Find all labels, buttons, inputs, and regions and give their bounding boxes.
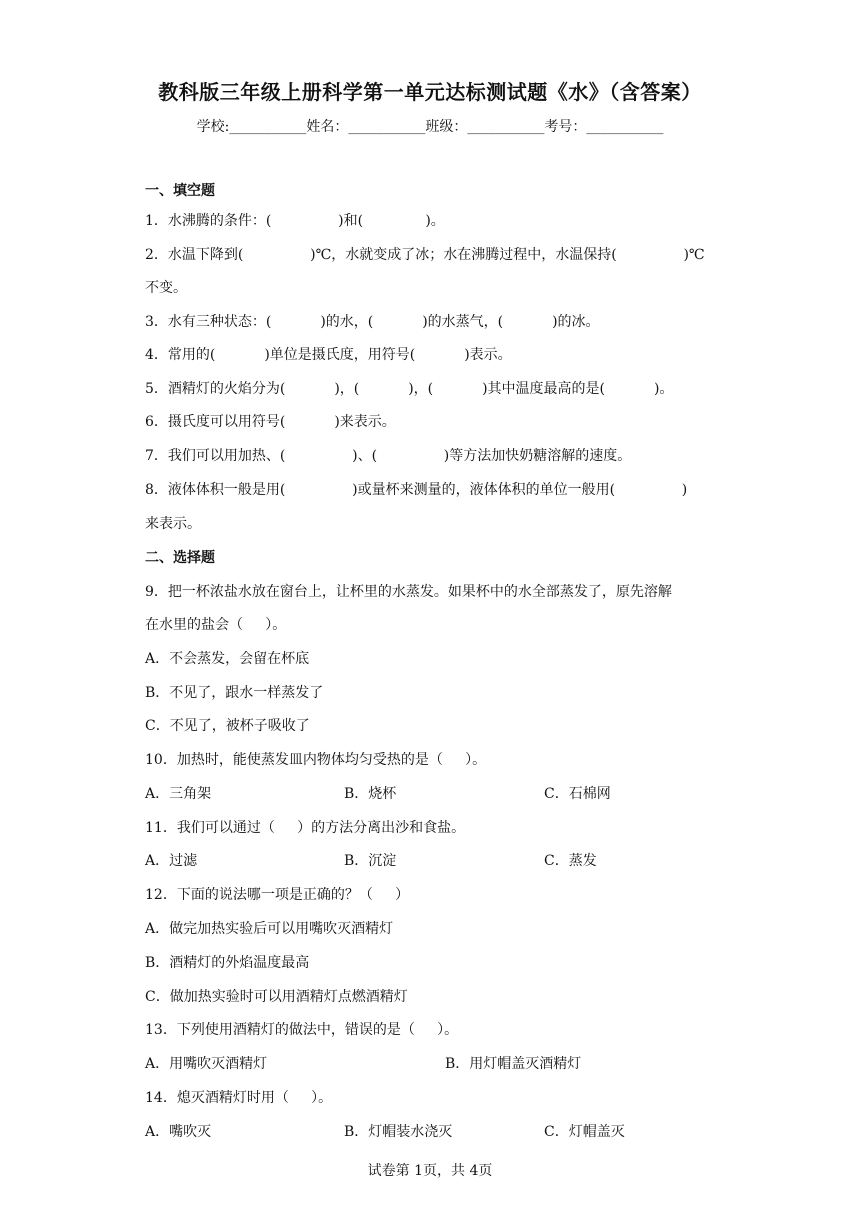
- question-10-option-c: C．石棉网: [544, 786, 611, 802]
- question-1: 1．水沸腾的条件：( )和( )。: [145, 213, 445, 229]
- section-heading-fill-in: 一、填空题: [145, 183, 215, 199]
- question-5: 5．酒精灯的火焰分为( )，( )，( )其中温度最高的是( )。: [145, 381, 674, 397]
- question-9-option-c: C．不见了，被杯子吸收了: [145, 718, 310, 734]
- page-footer: 试卷第 1页，共 4页: [367, 1163, 493, 1179]
- question-11-option-c: C．蒸发: [544, 853, 597, 869]
- question-13-option-b: B．用灯帽盖灭酒精灯: [445, 1056, 582, 1072]
- question-12-option-b: B．酒精灯的外焰温度最高: [145, 955, 310, 971]
- question-10: 10．加热时，能使蒸发皿内物体均匀受热的是（ ）。: [145, 752, 487, 768]
- student-info-line: 学校:___________姓名：___________班级：___________考号：___________: [196, 119, 664, 135]
- question-10-option-a: A．三角架: [145, 786, 212, 802]
- question-9-option-a: A．不会蒸发，会留在杯底: [145, 651, 310, 667]
- section-heading-multiple-choice: 二、选择题: [145, 550, 215, 566]
- question-14-option-a: A．嘴吹灭: [145, 1124, 212, 1140]
- question-2-line-1: 2．水温下降到( )℃，水就变成了冰；水在沸腾过程中，水温保持( )℃: [145, 247, 705, 263]
- question-9-line-1: 9．把一杯浓盐水放在窗台上，让杯里的水蒸发。如果杯中的水全部蒸发了，原先溶解: [145, 584, 672, 600]
- question-10-option-b: B．烧杯: [344, 786, 397, 802]
- question-14-option-c: C．灯帽盖灭: [544, 1124, 625, 1140]
- question-14: 14．熄灭酒精灯时用（ ）。: [145, 1090, 333, 1106]
- question-12: 12．下面的说法哪一项是正确的？（ ）: [145, 887, 410, 903]
- question-12-option-a: A．做完加热实验后可以用嘴吹灭酒精灯: [145, 921, 394, 937]
- question-11: 11．我们可以通过（ ）的方法分离出沙和食盐。: [145, 820, 466, 836]
- question-8-line-2: 来表示。: [145, 516, 201, 532]
- question-12-option-c: C．做加热实验时可以用酒精灯点燃酒精灯: [145, 989, 408, 1005]
- question-9-line-2: 在水里的盐会（ ）。: [145, 617, 287, 633]
- question-4: 4．常用的( )单位是摄氏度，用符号( )表示。: [145, 347, 512, 363]
- question-8-line-1: 8．液体体积一般是用( )或量杯来测量的，液体体积的单位一般用( ): [145, 482, 688, 498]
- document-title: 教科版三年级上册科学第一单元达标测试题《水》（含答案）: [158, 80, 702, 104]
- question-14-option-b: B．灯帽装水浇灭: [344, 1124, 453, 1140]
- question-2-line-2: 不变。: [145, 280, 187, 296]
- question-11-option-a: A．过滤: [145, 853, 198, 869]
- question-9-option-b: B．不见了，跟水一样蒸发了: [145, 685, 324, 701]
- question-6: 6．摄氏度可以用符号( )来表示。: [145, 414, 396, 430]
- question-11-option-b: B．沉淀: [344, 853, 397, 869]
- question-13: 13．下列使用酒精灯的做法中，错误的是（ ）。: [145, 1022, 459, 1038]
- question-13-option-a: A．用嘴吹灭酒精灯: [145, 1056, 268, 1072]
- question-7: 7．我们可以用加热、( )、( )等方法加快奶糖溶解的速度。: [145, 448, 632, 464]
- question-3: 3．水有三种状态：( )的水，( )的水蒸气，( )的冰。: [145, 314, 600, 330]
